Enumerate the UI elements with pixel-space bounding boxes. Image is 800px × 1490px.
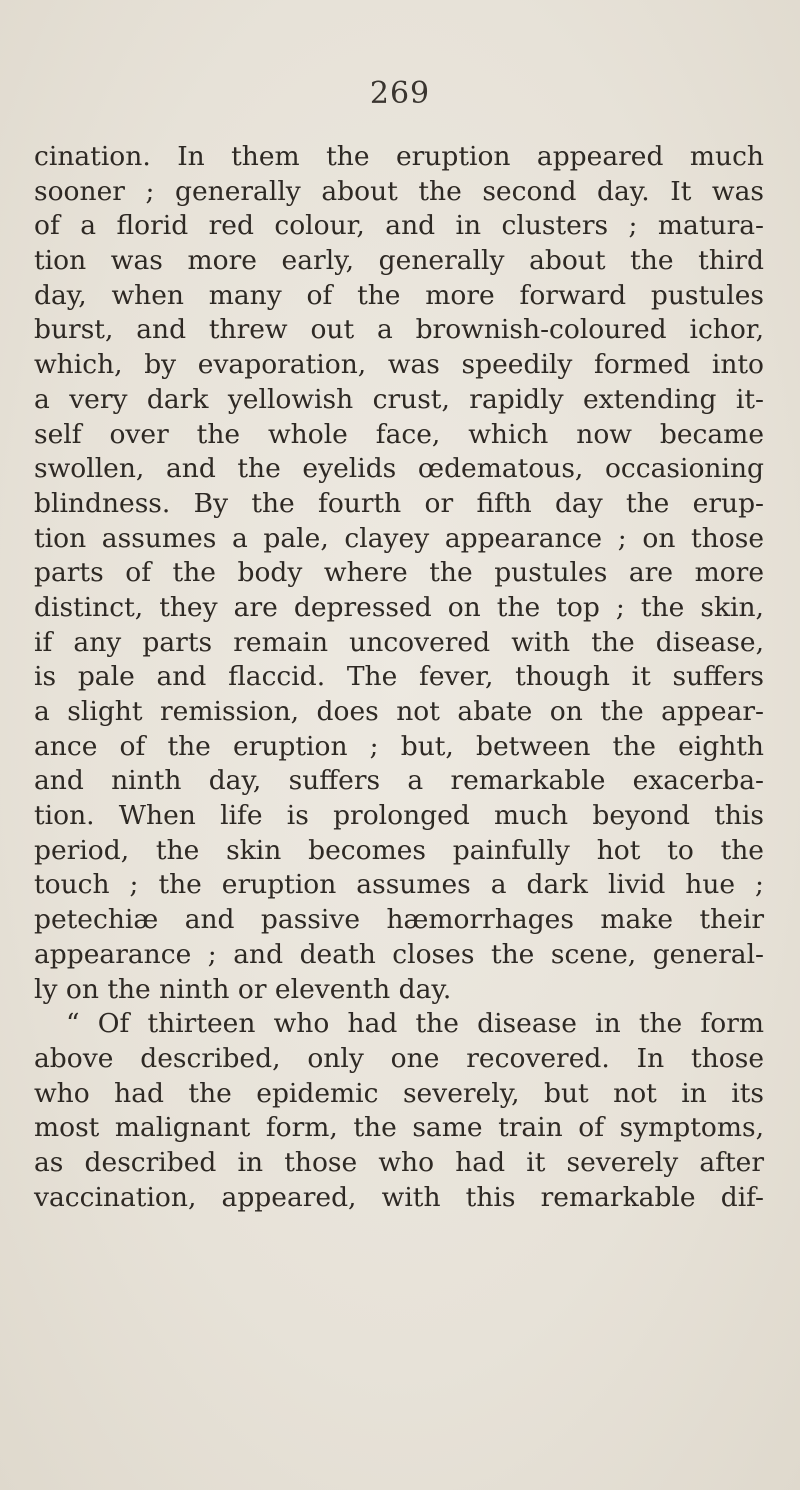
text-line: day, when many of the more forward pustules [34,279,764,311]
body-text [34,140,764,1215]
text-line: swollen, and the eyelids œdematous, occasioning [34,453,764,485]
text-line: tion. When life is prolonged much beyond this [34,800,764,832]
text-line: tion was more early, generally about the third [34,245,764,277]
text-line: and ninth day, suffers a remarkable exacerba- [34,765,764,797]
text-line: petechiæ and passive hæmorrhages make their [34,904,764,936]
text-line: sooner ; generally about the second day. It was [34,175,764,207]
text-line: self over the whole face, which now became [34,418,764,450]
text-line: a slight remission, does not abate on the appear- [34,696,764,727]
text-line: blindness. By the fourth or fifth day the erup- [34,487,764,519]
text-line: tion assumes a pale, clayey appearance ; on those [34,522,764,554]
text-line: ance of the eruption ; but, between the eighth [34,730,764,762]
text-line: vaccination, appeared, with this remarkable dif- [34,1181,764,1213]
text-line: of a florid red colour, and in clusters ; matura- [34,210,764,242]
text-line: appearance ; and death closes the scene, general- [34,938,764,970]
text-line: as described in those who had it severely after [34,1146,764,1178]
text-line: distinct, they are depressed on the top ; the skin, [34,591,764,623]
text-line: most malignant form, the same train of symptoms, [34,1112,764,1144]
text-line: which, by evaporation, was speedily formed into [34,349,764,381]
text-line: if any parts remain uncovered with the disease, [34,626,764,658]
text-line: burst, and threw out a brownish-coloured ichor, [34,314,764,346]
text-line: touch ; the eruption assumes a dark livid hue ; [34,869,764,901]
text-line-paragraph-end: ly on the ninth or eleventh day. [34,973,452,1005]
text-line: is pale and flaccid. The fever, though it suffers [34,661,764,693]
text-line-quote-start: “ Of thirteen who had the disease in the form [66,1008,764,1040]
text-line: a very dark yellowish crust, rapidly extending it- [34,383,764,415]
text-line: cination. In them the eruption appeared much [34,141,764,172]
text-line: parts of the body where the pustules are more [34,557,764,589]
text-line: period, the skin becomes painfully hot to the [34,834,764,866]
text-line: above described, only one recovered. In those [34,1042,764,1074]
text-line: who had the epidemic severely, but not in its [34,1077,764,1109]
page-number: 269 [369,76,431,111]
